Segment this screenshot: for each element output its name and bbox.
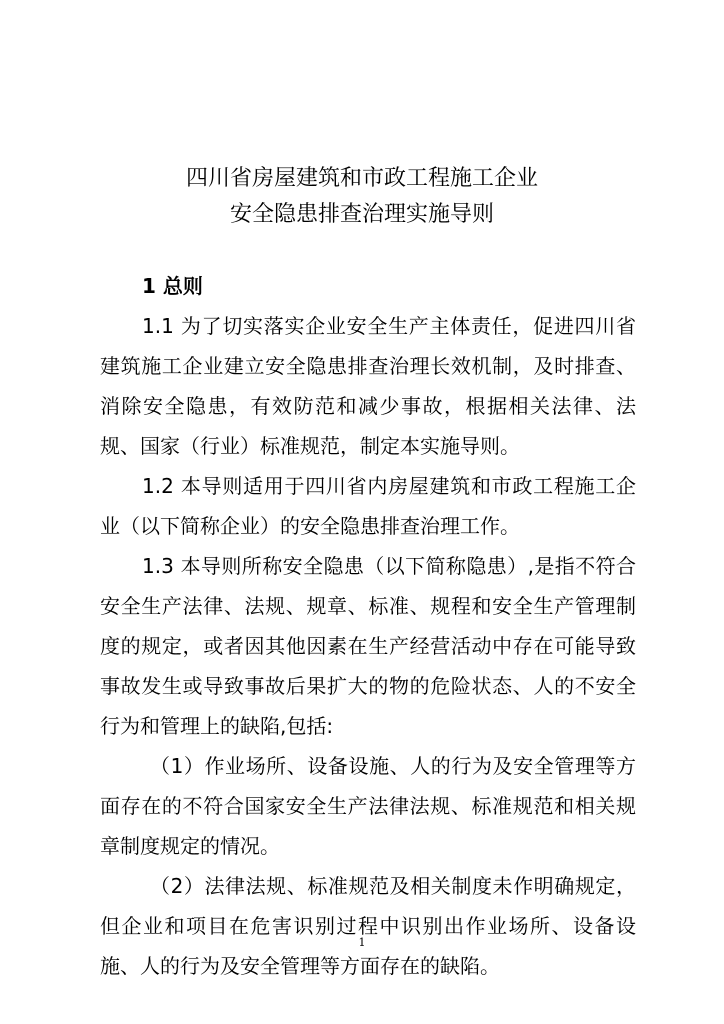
list-item-1: （1）作业场所、设备设施、人的行为及安全管理等方面存在的不符合国家安全生产法律法规、标准规范和相关规章制度规定的情况。 — [100, 754, 636, 858]
document-title-line-2: 安全隐患排查治理实施导则 — [229, 202, 494, 227]
paragraph-1-1: 1.1 为了切实落实企业安全生产主体责任，促进四川省建筑施工企业建立安全隐患排查治理长效机制，及时排查、消除安全隐患，有效防范和减少事故，根据相关法律、法规、国家（行业）标准规范，制定本实施导则。 — [100, 314, 636, 458]
list-item-2: （2）法律法规、标准规范及相关制度未作明确规定，但企业和项目在危害识别过程中识别出作业场所、设备设施、人的行为及安全管理等方面存在的缺陷。 — [100, 874, 636, 978]
page-number: 1 — [358, 936, 366, 949]
document-title-line-1: 四川省房屋建筑和市政工程施工企业 — [185, 166, 538, 191]
document-body — [100, 266, 636, 986]
section-heading: 1 总则 — [142, 274, 203, 298]
paragraph-1-3: 1.3 本导则所称安全隐患（以下简称隐患）,是指不符合安全生产法律、法规、规章、标准、规程和安全生产管理制度的规定，或者因其他因素在生产经营活动中存在可能导致事故发生或导致事故后果扩大的物的危险状态、人的不安全行为和管理上的缺陷,包括: — [100, 554, 636, 738]
paragraph-1-2: 1.2 本导则适用于四川省内房屋建筑和市政工程施工企业（以下简称企业）的安全隐患排查治理工作。 — [100, 474, 636, 538]
